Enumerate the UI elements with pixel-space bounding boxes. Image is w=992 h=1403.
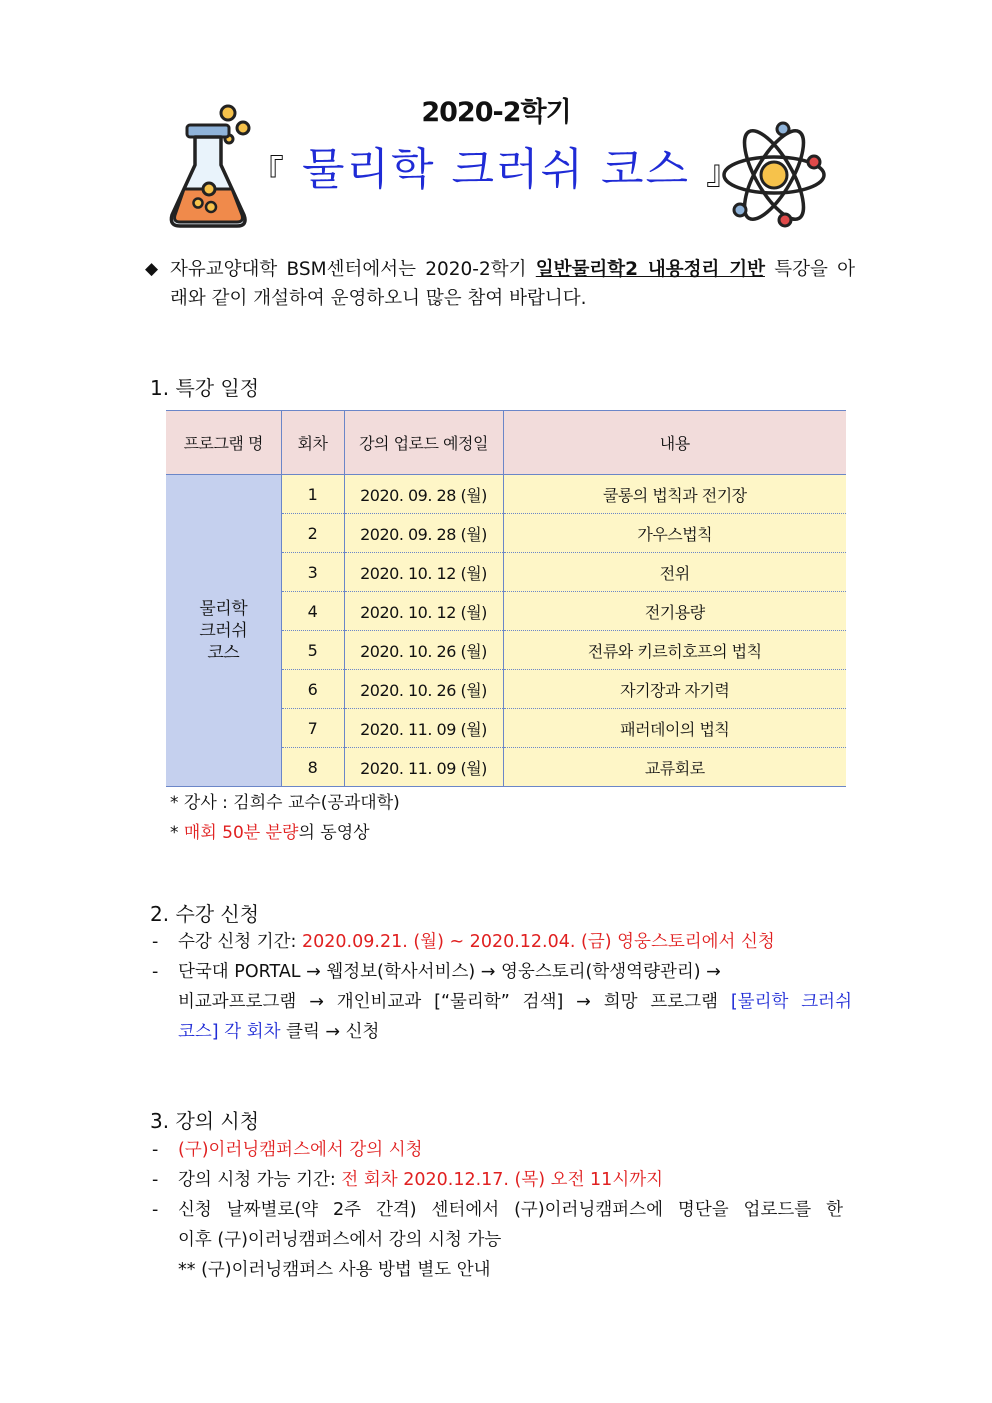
section-heading-viewing: 3. 강의 시청: [150, 1109, 260, 1133]
viewing-info-line-1: 신청 날짜별로(약 2주 간격) 센터에서 (구)이러닝캠퍼스에 명단을 업로드를 한: [178, 1200, 843, 1220]
dash-bullet: -: [152, 1170, 159, 1190]
intro-line-2: 래와 같이 개설하여 운영하오니 많은 참여 바랍니다.: [170, 288, 587, 309]
program-highlight-cont: 코스] 각 회차: [178, 1022, 281, 1042]
viewing-period-label: 강의 시청 가능 기간:: [178, 1170, 342, 1190]
content-cell: 패러데이의 법칙: [503, 709, 846, 748]
intro-paragraph: [145, 255, 855, 313]
list-item: [152, 1195, 843, 1285]
date-cell: 2020. 10. 12 (월): [344, 553, 503, 592]
semester-label: 2020-2학기: [421, 97, 571, 128]
content-cell: 전기용량: [503, 592, 846, 631]
program-name-cell: [166, 475, 281, 787]
title-bracket-open: 『: [249, 153, 286, 193]
viewing-info-line-3: ** (구)이러닝캠퍼스 사용 방법 별도 안내: [178, 1260, 491, 1280]
viewing-list: [152, 1135, 852, 1285]
session-cell: 7: [281, 709, 344, 748]
duration-highlight: 매회 50분 분량: [183, 823, 299, 843]
list-item: [152, 1135, 852, 1165]
session-cell: 8: [281, 748, 344, 787]
date-cell: 2020. 10. 12 (월): [344, 592, 503, 631]
list-item: [152, 927, 852, 957]
title-text: 물리학 크러쉬 코스: [301, 144, 690, 195]
title-bracket-close: 』: [706, 153, 742, 193]
program-name-line: 코스: [207, 642, 240, 663]
note-prefix: *: [170, 823, 184, 843]
date-cell: 2020. 09. 28 (월): [344, 514, 503, 553]
date-cell: 2020. 11. 09 (월): [344, 709, 503, 748]
content-cell: 쿨롱의 법칙과 전기장: [503, 475, 846, 514]
viewing-period-value: 전 회차 2020.12.17. (목) 오전 11시까지: [341, 1170, 664, 1190]
duration-note: [170, 818, 400, 848]
instructor-note: * 강사 : 김희수 교수(공과대학): [170, 793, 400, 813]
registration-list: [152, 927, 852, 1047]
page-title: [0, 133, 992, 197]
intro-text: 특강을 아: [774, 259, 856, 280]
session-cell: 3: [281, 553, 344, 592]
list-item: [152, 957, 852, 1047]
dash-bullet: -: [152, 1200, 159, 1220]
registration-period-value: 2020.09.21. (월) ~ 2020.12.04. (금) 영웅스토리에서 신청: [302, 932, 775, 952]
program-name-line: 크러쉬: [199, 620, 248, 641]
intro-line-1: [145, 255, 855, 284]
schedule-table: [166, 410, 846, 787]
content-cell: 전류와 키르히호프의 법칙: [503, 631, 846, 670]
session-cell: 6: [281, 670, 344, 709]
dash-bullet: -: [152, 1140, 159, 1160]
registration-period-label: 수강 신청 기간:: [178, 932, 303, 952]
header-program: 프로그램 명: [166, 411, 281, 475]
notes-block: [170, 788, 400, 848]
dash-bullet: -: [152, 932, 159, 952]
session-cell: 4: [281, 592, 344, 631]
header-session: 회차: [281, 411, 344, 475]
date-cell: 2020. 09. 28 (월): [344, 475, 503, 514]
content-cell: 전위: [503, 553, 846, 592]
path-text: 비교과프로그램 → 개인비교과 [“물리학” 검색] → 희망 프로그램: [178, 992, 731, 1012]
viewing-info-line-2: 이후 (구)이러닝캠퍼스에서 강의 시청 가능: [178, 1230, 502, 1250]
program-name-line: 물리학: [199, 598, 248, 619]
section-heading-schedule: 1. 특강 일정: [150, 376, 260, 400]
table-header-row: [166, 411, 846, 475]
session-cell: 1: [281, 475, 344, 514]
header-content: 내용: [503, 411, 846, 475]
content-cell: 교류회로: [503, 748, 846, 787]
content-cell: 가우스법칙: [503, 514, 846, 553]
note-suffix: 의 동영상: [298, 823, 370, 843]
registration-path-line-3: [178, 1017, 852, 1047]
viewing-location: (구)이러닝캠퍼스에서 강의 시청: [178, 1140, 423, 1160]
list-item: [152, 1165, 852, 1195]
program-highlight: [물리학 크러쉬: [730, 992, 852, 1012]
table-row: [166, 475, 846, 514]
dash-bullet: -: [152, 962, 159, 982]
header-upload-date: 강의 업로드 예정일: [344, 411, 503, 475]
session-cell: 2: [281, 514, 344, 553]
registration-path-line-1: 단국대 PORTAL → 웹정보(학사서비스) → 영웅스토리(학생역량관리) →: [178, 962, 721, 982]
date-cell: 2020. 10. 26 (월): [344, 631, 503, 670]
course-basis-underline: 일반물리학2 내용정리 기반: [535, 259, 765, 280]
path-text: 클릭 → 신청: [280, 1022, 380, 1042]
section-heading-registration: 2. 수강 신청: [150, 902, 260, 926]
date-cell: 2020. 10. 26 (월): [344, 670, 503, 709]
intro-text: 자유교양대학 BSM센터에서는 2020-2학기: [170, 259, 527, 280]
date-cell: 2020. 11. 09 (월): [344, 748, 503, 787]
registration-path-line-2: [178, 987, 852, 1017]
content-cell: 자기장과 자기력: [503, 670, 846, 709]
session-cell: 5: [281, 631, 344, 670]
diamond-bullet-icon: ◆: [145, 259, 159, 279]
